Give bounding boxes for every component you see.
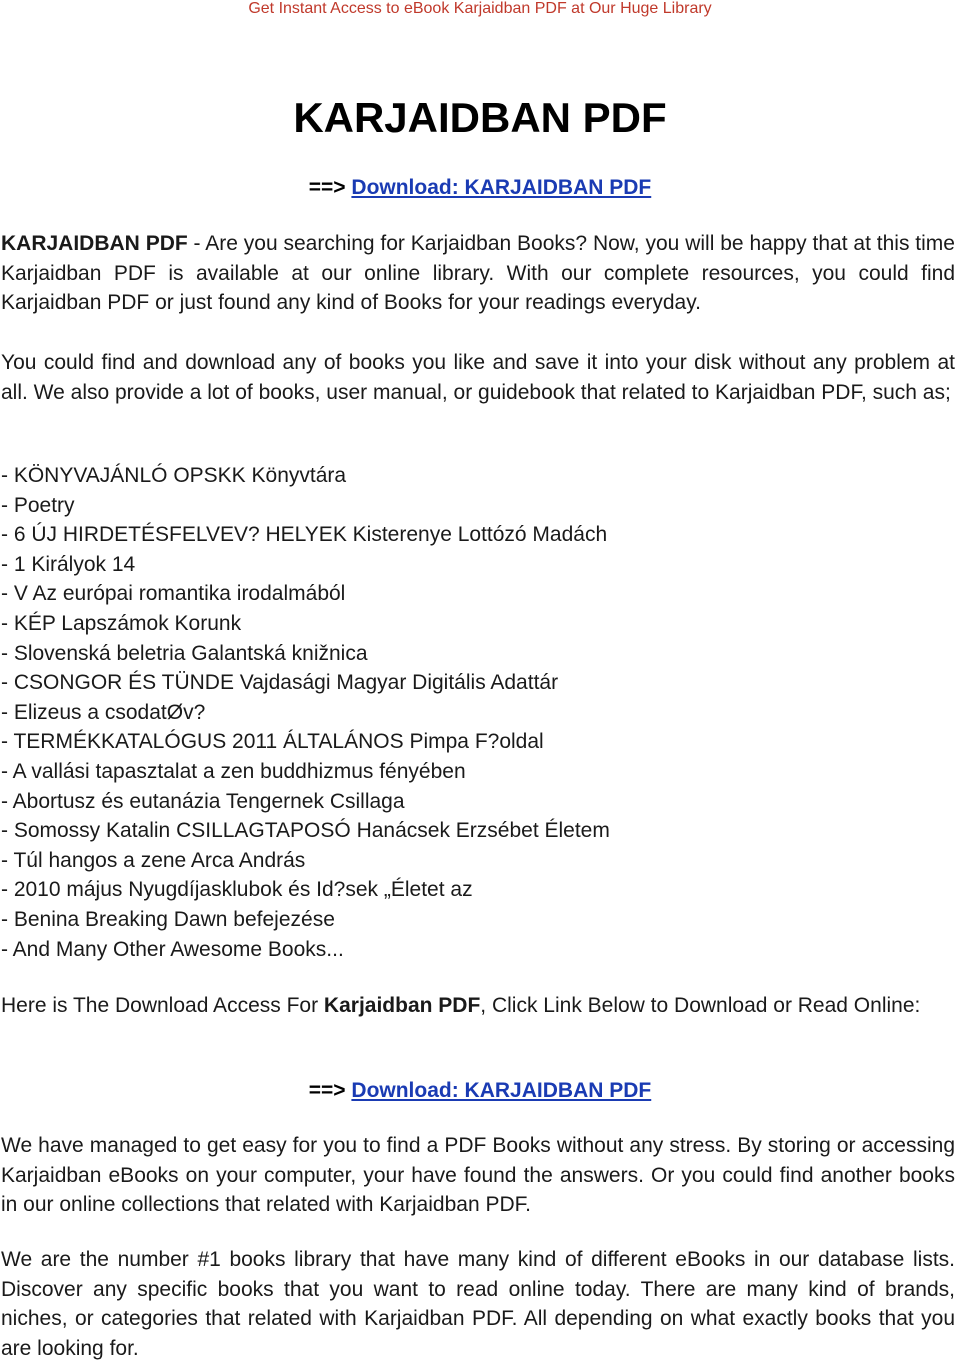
download-prefix: ==> xyxy=(308,176,352,199)
list-item: - Túl hangos a zene Arca András xyxy=(1,848,306,872)
list-item: - CSONGOR ÉS TÜNDE Vajdasági Magyar Digitális Adattár xyxy=(1,671,559,695)
list-item: - 2010 május Nyugdíjasklubok és Id?sek „Életet az xyxy=(1,878,473,902)
list-item: - Somossy Katalin CSILLAGTAPOSÓ Hanácsek Erzsébet Életem xyxy=(1,819,610,843)
list-item: - Elizeus a csodatØv? xyxy=(1,700,206,724)
download-line-bottom xyxy=(0,1078,960,1104)
list-item: - And Many Other Awesome Books... xyxy=(1,937,344,961)
download-line-top xyxy=(0,175,960,201)
access-pre: Here is The Download Access For xyxy=(1,994,324,1017)
managed-paragraph: We have managed to get easy for you to find a PDF Books without any stress. By storing or accessing Karjaidban eBooks on your computer, your have found the answers. Or you could find another books in our online collections that related with Karjaidban PDF. xyxy=(1,1134,955,1217)
access-paragraph xyxy=(1,991,955,1021)
book-list xyxy=(1,461,955,964)
page-title: KARJAIDBAN PDF xyxy=(293,94,667,141)
download-link-top[interactable]: Download: KARJAIDBAN PDF xyxy=(351,176,652,199)
list-item: - V Az európai romantika irodalmából xyxy=(1,582,346,606)
list-item: - TERMÉKKATALÓGUS 2011 ÁLTALÁNOS Pimpa F?oldal xyxy=(1,730,544,754)
number1-paragraph: We are the number #1 books library that have many kind of different eBooks in our database lists. Discover any specific books that you want to read online today. There are many kind of brands, niches, or categories that related with Karjaidban PDF. All depending on what exactly books that you are looking for. xyxy=(1,1248,955,1360)
list-item: - KÖNYVAJÁNLÓ OPSKK Könyvtára xyxy=(1,464,347,487)
list-item: - 1 Királyok 14 xyxy=(1,552,136,576)
download-prefix: ==> xyxy=(308,1079,352,1102)
intro-bold-lead: KARJAIDBAN PDF xyxy=(1,232,188,255)
access-bold: Karjaidban PDF xyxy=(323,994,481,1017)
list-item: - Poetry xyxy=(1,493,75,517)
access-post: , Click Link Below to Download or Read Online: xyxy=(480,994,921,1017)
download-link-bottom[interactable]: Download: KARJAIDBAN PDF xyxy=(351,1079,652,1102)
provide-paragraph: You could find and download any of books you like and save it into your disk without any problem at all. We also provide a lot of books, user manual, or guidebook that related to Karjaidban PDF, such as; xyxy=(1,351,955,404)
list-item: - 6 ÚJ HIRDETÉSFELVEV? HELYEK Kisterenye Lottózó Madách xyxy=(1,523,608,547)
list-item: - Abortusz és eutanázia Tengernek Csillaga xyxy=(1,789,405,813)
intro-paragraph xyxy=(1,229,955,318)
list-item: - Slovenská beletria Galantská knižnica xyxy=(1,641,368,665)
header-banner-link[interactable]: Get Instant Access to eBook Karjaidban PDF at Our Huge Library xyxy=(248,0,712,17)
list-item: - A vallási tapasztalat a zen buddhizmus fényében xyxy=(1,759,466,783)
list-item: - KÉP Lapszámok Korunk xyxy=(1,611,242,635)
list-item: - Benina Breaking Dawn befejezése xyxy=(1,907,335,931)
intro-text: - Are you searching for Karjaidban Books? Now, you will be happy that at this time Karjaidban PDF is available at our online library. With our complete resources, you could find Karjaidban PDF or just found any kind of Books for your readings everyday. xyxy=(1,232,955,315)
